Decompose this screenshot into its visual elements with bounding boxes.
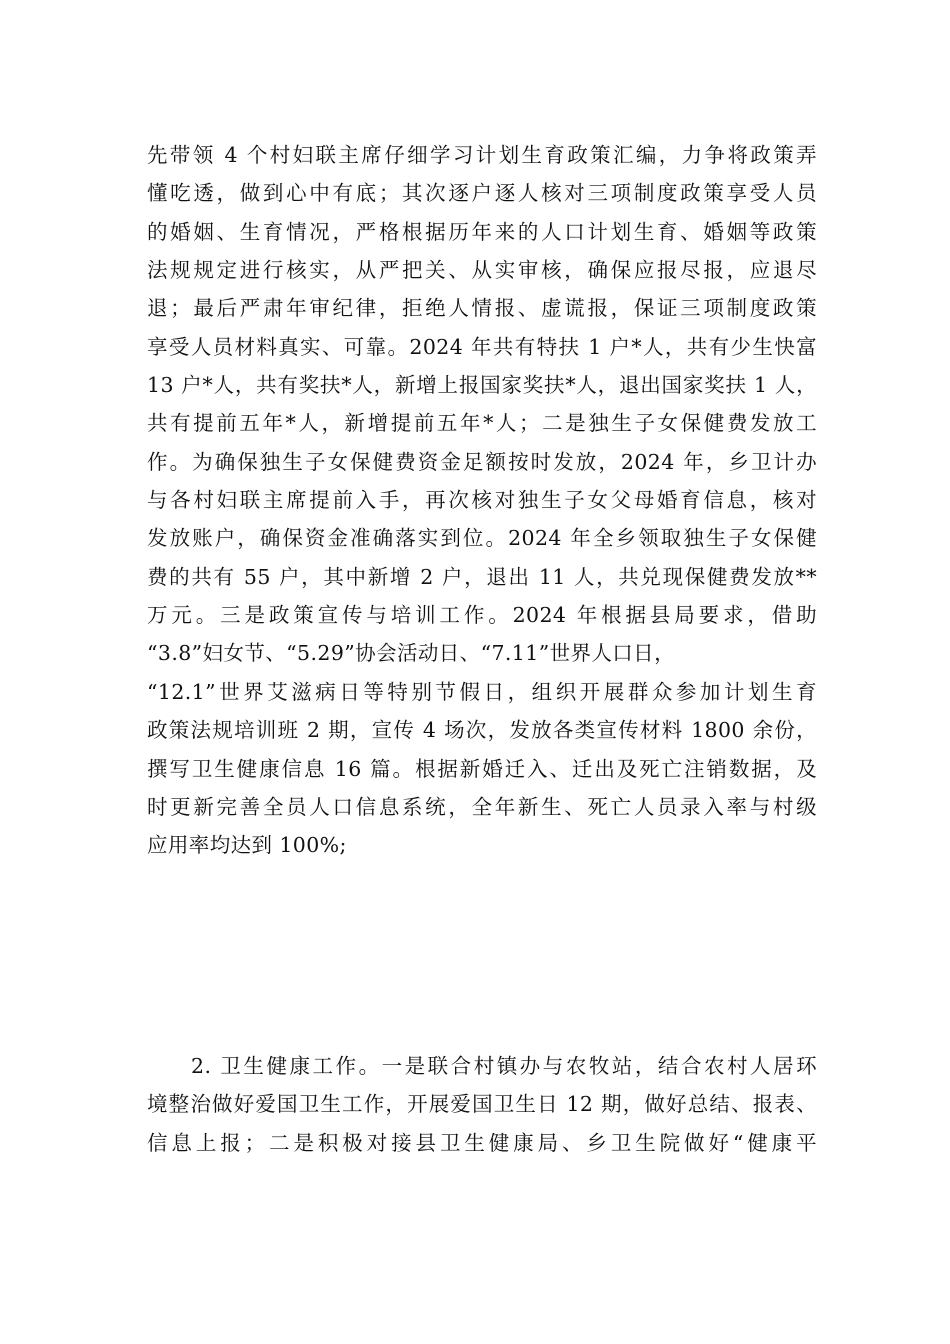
text-line: 撰写卫生健康信息 16 篇。根据新婚迁入、迁出及死亡注销数据，及: [147, 756, 817, 781]
text-line: 应用率均达到 100%;: [147, 833, 347, 858]
text-line: 2. 卫生健康工作。一是联合村镇办与农牧站，结合农村人居环: [191, 1054, 817, 1078]
text-line: 费的共有 55 户，其中新增 2 户，退出 11 人，共兑现保健费发放**: [147, 564, 817, 589]
text-line: 万元。三是政策宣传与培训工作。2024 年根据县局要求，借助: [147, 603, 817, 628]
text-line: 政策法规培训班 2 期，宣传 4 场次，发放各类宣传材料 1800 余份，: [147, 718, 817, 743]
text-line: 境整治做好爱国卫生工作，开展爱国卫生日 12 期，做好总结、报表、: [147, 1092, 817, 1117]
text-line: 共有提前五年*人，新增提前五年*人；二是独生子女保健费发放工: [147, 411, 817, 436]
text-line: “12.1”世界艾滋病日等特别节假日，组织开展群众参加计划生育: [147, 679, 817, 704]
text-line: 先带领 4 个村妇联主席仔细学习计划生育政策汇编，力争将政策弄: [147, 143, 817, 167]
text-line: 的婚姻、生育情况，严格根据历年来的人口计划生育、婚姻等政策: [147, 219, 817, 244]
text-line: 退；最后严肃年审纪律，拒绝人情报、虚谎报，保证三项制度政策: [147, 296, 817, 321]
text-line: 法规规定进行核实，从严把关、从实审核，确保应报尽报，应退尽: [147, 258, 817, 283]
text-line: 懂吃透，做到心中有底；其次逐户逐人核对三项制度政策享受人员: [147, 181, 817, 206]
text-line: 与各村妇联主席提前入手，再次核对独生子女父母婚育信息，核对: [147, 488, 817, 513]
text-line: 13 户*人，共有奖扶*人，新增上报国家奖扶*人，退出国家奖扶 1 人，: [147, 373, 817, 398]
body-paragraph-1: [147, 136, 817, 865]
body-paragraph-2: [147, 1047, 817, 1162]
text-line: 信息上报；二是积极对接县卫生健康局、乡卫生院做好“健康平: [147, 1130, 817, 1155]
text-line: “3.8”妇女节、“5.29”协会活动日、“7.11”世界人口日，: [147, 641, 675, 666]
text-line: 时更新完善全员人口信息系统，全年新生、死亡人员录入率与村级: [147, 794, 817, 819]
text-line: 作。为确保独生子女保健费资金足额按时发放，2024 年，乡卫计办: [147, 449, 817, 474]
text-line: 发放账户，确保资金准确落实到位。2024 年全乡领取独生子女保健: [147, 526, 817, 551]
text-line: 享受人员材料真实、可靠。2024 年共有特扶 1 户*人，共有少生快富: [147, 334, 817, 359]
